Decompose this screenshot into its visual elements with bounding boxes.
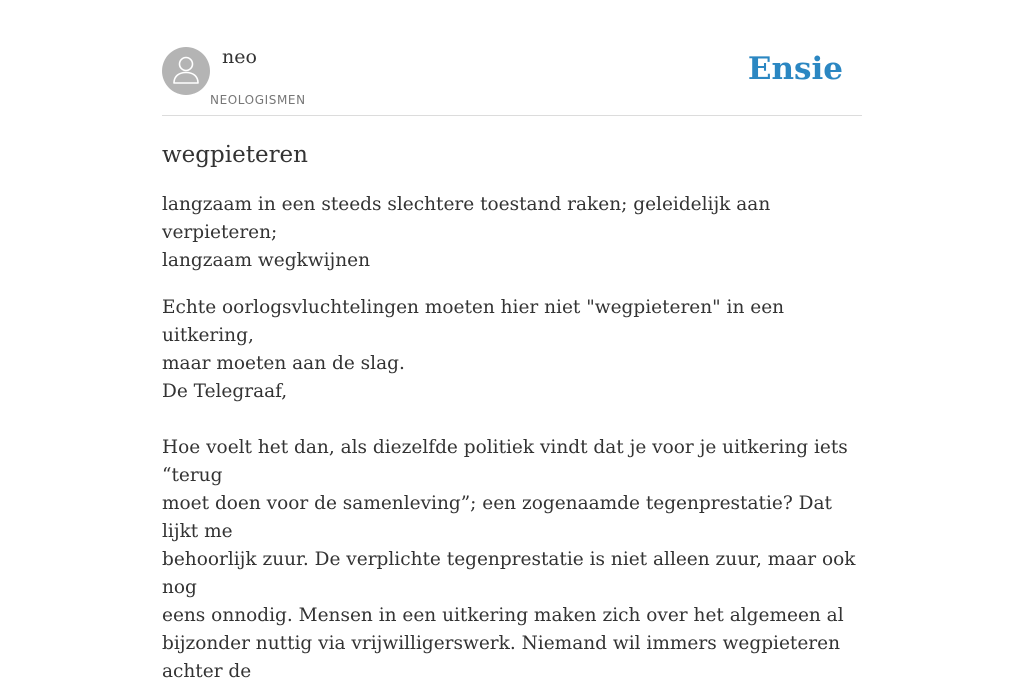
entry-word: wegpieteren (162, 142, 308, 168)
example-line: maar moeten aan de slag. (162, 353, 405, 374)
entry-header (162, 46, 862, 116)
definition-line: langzaam in een steeds slechtere toestand raken; geleidelijk aan verpieteren; (162, 194, 771, 243)
entry-content (162, 139, 862, 686)
entry-definition (162, 191, 862, 275)
entry-example (162, 294, 862, 686)
definition-line: langzaam wegkwijnen (162, 250, 371, 271)
example-line: Hoe voelt het dan, als diezelfde politiek vindt dat je voor je uitkering iets “terug (162, 437, 848, 486)
author-avatar[interactable] (162, 47, 210, 95)
brand-logo[interactable]: Ensie (747, 51, 843, 87)
category-link[interactable]: NEOLOGISMEN (210, 93, 306, 107)
example-line: behoorlijk zuur. De verplichte tegenprestatie is niet alleen zuur, maar ook nog (162, 549, 856, 598)
example-line: moet doen voor de samenleving”; een zogenaamde tegenprestatie? Dat lijkt me (162, 493, 832, 542)
example-source: De Telegraaf, (162, 381, 288, 402)
author-username[interactable]: neo (222, 46, 257, 68)
user-silhouette-icon (162, 47, 210, 95)
example-line: bijzonder nuttig via vrijwilligerswerk. Niemand wil immers wegpieteren achter de (162, 633, 841, 682)
example-line: Echte oorlogsvluchtelingen moeten hier niet "wegpieteren" in een uitkering, (162, 297, 785, 346)
example-line: eens onnodig. Mensen in een uitkering maken zich over het algemeen al (162, 605, 844, 626)
